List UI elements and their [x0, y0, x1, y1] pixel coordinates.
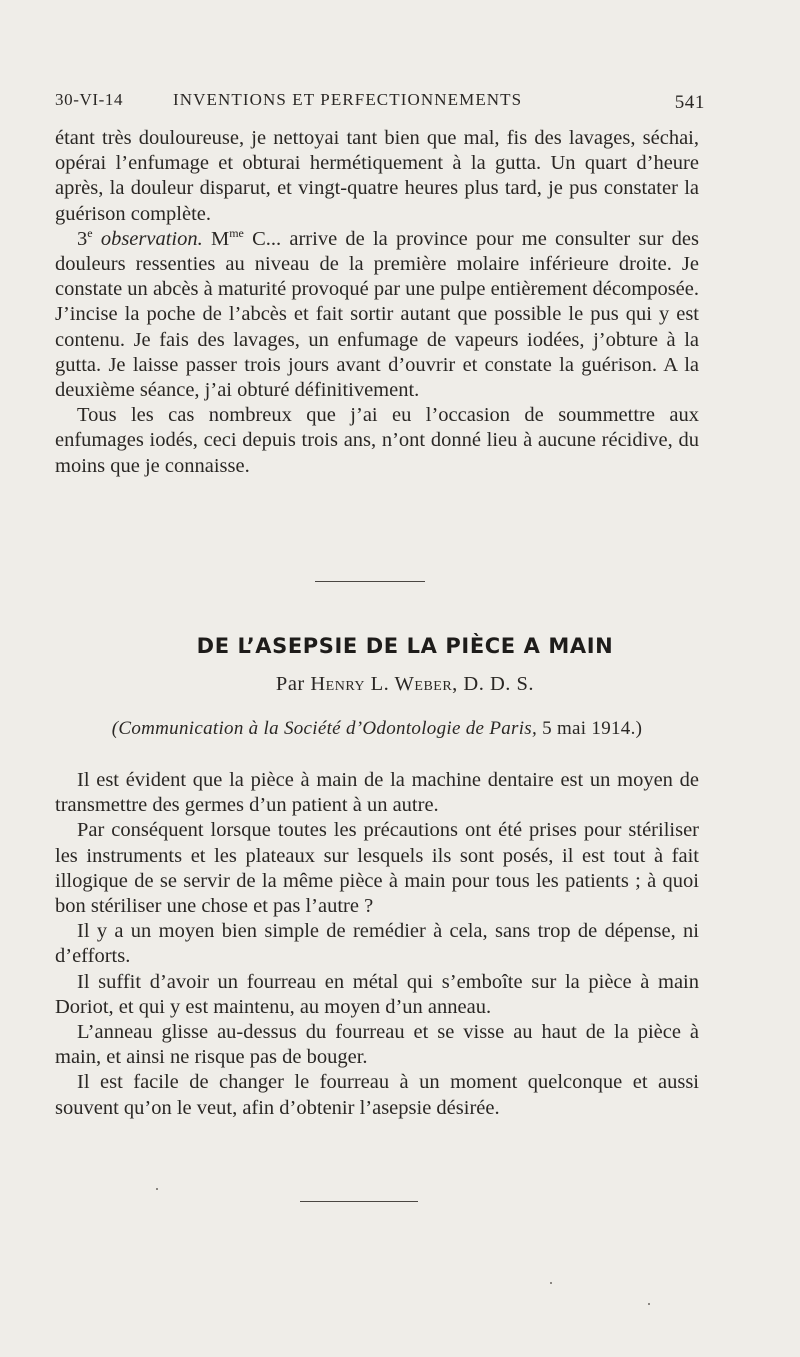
- ink-speck: [550, 1282, 552, 1284]
- issue-date: 30-VI-14: [55, 90, 124, 109]
- running-head: [55, 90, 705, 116]
- observation-number-suffix: e: [87, 225, 93, 240]
- patient-title: M: [210, 227, 230, 250]
- observation-label: observation.: [100, 227, 203, 250]
- author-name: Henry L. Weber, D. D. S.: [310, 673, 535, 695]
- end-divider: [300, 1201, 418, 1202]
- paragraph: Il y a un moyen bien simple de remédier à cela, sans trop de dépense, ni d’efforts.: [55, 920, 699, 968]
- paragraph: Il est évident que la pièce à main de la machine dentaire est un moyen de transmettre des germes d’un patient à un autre.: [55, 769, 699, 817]
- page-number: 541: [674, 92, 705, 113]
- communication-date: 5 mai 1914.): [542, 718, 643, 739]
- article-body: [55, 768, 699, 1121]
- byline-prefix: Par: [275, 673, 305, 695]
- paragraph: Par conséquent lorsque toutes les précautions ont été prises pour stériliser les instruments et les plateaux sur lesquels ils sont posés, il est tout à fait illogique de se servir de la même pièce à main pour tous les patients ; à quoi bon stériliser une chose et pas l’autre ?: [55, 819, 699, 918]
- article-title: DE L’ASEPSIE DE LA PIÈCE A MAIN: [196, 634, 614, 658]
- continuation-text: [55, 126, 699, 479]
- observation-number: 3: [77, 227, 88, 250]
- article-byline: [55, 673, 755, 696]
- section-divider: [315, 581, 425, 582]
- paragraph: Il suffit d’avoir un fourreau en métal qui s’emboîte sur la pièce à main Doriot, et qui y est maintenu, au moyen d’un anneau.: [55, 970, 699, 1018]
- ink-speck: [156, 1188, 158, 1190]
- observation-text: C... arrive de la province pour me consulter sur des douleurs ressenties au niveau de la première molaire inférieure droite. Je constate un abcès à maturité provoqué par une pulpe entièrement décomposée. J’incise la poche de l’abcès et fait sortir autant que possible le pus qui y est contenu. Je fais des lavages, un enfumage de vapeurs iodées, j’obture à la gutta. Je laisse passer trois jours avant d’ouvrir et constate la guérison. A la deuxième séance, j’ai obturé définitivement.: [55, 227, 700, 402]
- communication-note: [55, 718, 699, 740]
- paragraph: Tous les cas nombreux que j’ai eu l’occasion de soummettre aux enfumages iodés, ceci depuis trois ans, n’ont donné lieu à aucune récidive, du moins que je connaisse.: [55, 404, 699, 477]
- paragraph: étant très douloureuse, je nettoyai tant bien que mal, fis des lavages, séchai, opérai l’enfumage et obturai hermétiquement à la gutta. Un quart d’heure après, la douleur disparut, et vingt-quatre heures plus tard, je pus constater la guérison complète.: [55, 127, 699, 225]
- section-title: INVENTIONS ET PERFECTIONNEMENTS: [173, 90, 523, 109]
- paragraph: L’anneau glisse au-dessus du fourreau et se visse au haut de la pièce à main, et ainsi ne risque pas de bouger.: [55, 1021, 699, 1069]
- patient-title-suffix: me: [229, 225, 244, 240]
- observation-paragraph: [55, 227, 699, 403]
- communication-source: (Communication à la Société d’Odontologie de Paris,: [111, 718, 538, 739]
- ink-speck: [648, 1303, 650, 1305]
- paragraph: Il est facile de changer le fourreau à un moment quelconque et aussi souvent qu’on le veut, afin d’obtenir l’asepsie désirée.: [55, 1071, 699, 1119]
